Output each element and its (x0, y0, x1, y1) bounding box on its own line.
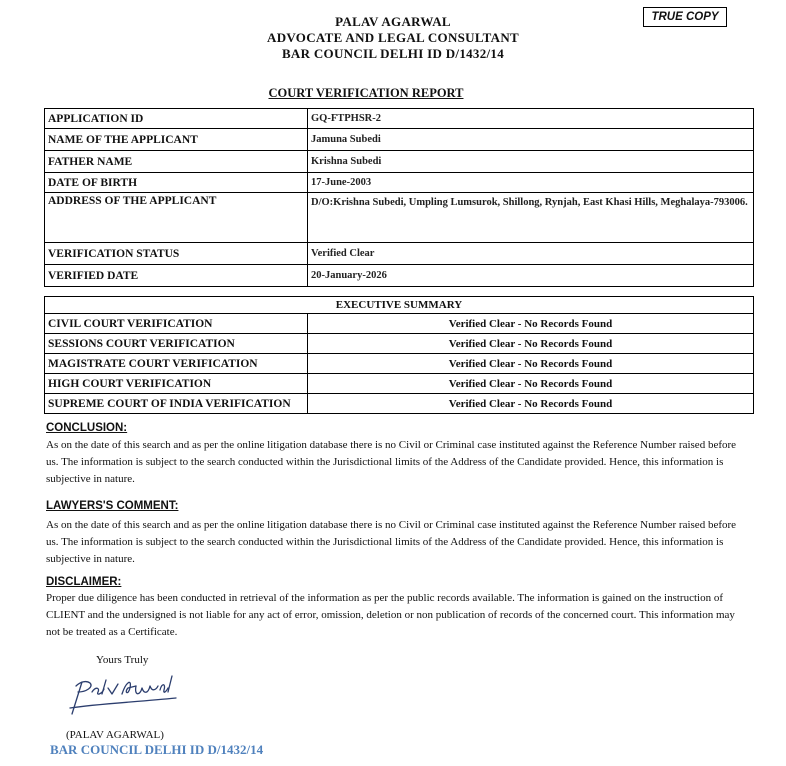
detail-value: GQ-FTPHSR-2 (308, 109, 754, 129)
executive-summary-table (44, 296, 754, 414)
table-row (45, 314, 754, 334)
detail-label: VERIFIED DATE (45, 265, 308, 287)
signature-graphic (66, 670, 186, 722)
detail-value: Jamuna Subedi (308, 129, 754, 151)
table-row (45, 109, 754, 129)
verification-result: Verified Clear - No Records Found (308, 334, 754, 354)
applicant-details-table (44, 108, 754, 287)
detail-label: NAME OF THE APPLICANT (45, 129, 308, 151)
detail-label: APPLICATION ID (45, 109, 308, 129)
summary-title: EXECUTIVE SUMMARY (45, 297, 754, 314)
verification-type: MAGISTRATE COURT VERIFICATION (45, 354, 308, 374)
table-row (45, 129, 754, 151)
verification-result: Verified Clear - No Records Found (308, 374, 754, 394)
table-row (45, 193, 754, 243)
table-row (45, 265, 754, 287)
lawyers-comment-heading: LAWYERS'S COMMENT: (46, 500, 179, 512)
detail-value: Krishna Subedi (308, 151, 754, 173)
detail-value: 17-June-2003 (308, 173, 754, 193)
table-row (45, 173, 754, 193)
verification-type: SESSIONS COURT VERIFICATION (45, 334, 308, 354)
verification-result: Verified Clear - No Records Found (308, 354, 754, 374)
table-row (45, 374, 754, 394)
detail-label: FATHER NAME (45, 151, 308, 173)
true-copy-stamp: TRUE COPY (643, 7, 727, 27)
bar-council-id: BAR COUNCIL DELHI ID D/1432/14 (281, 46, 505, 61)
detail-label: ADDRESS OF THE APPLICANT (45, 193, 308, 243)
table-row (45, 243, 754, 265)
yours-truly: Yours Truly (96, 654, 149, 666)
signature (66, 670, 186, 727)
lawyers-comment-text: As on the date of this search and as per the online litigation database there is no Civil or Criminal case instituted against the Reference Number raised before us. The information is subject to the search conducted within the Jurisdictional limits of the Address of the Candidate provided. Hence, this information is subjective in nature. (46, 519, 737, 565)
verification-result: Verified Clear - No Records Found (308, 394, 754, 414)
detail-value: D/O:Krishna Subedi, Umpling Lumsurok, Shillong, Rynjah, East Khasi Hills, Meghalaya-793006. (308, 193, 754, 243)
advocate-designation: ADVOCATE AND LEGAL CONSULTANT (267, 30, 519, 45)
summary-header-row (45, 297, 754, 314)
table-row (45, 334, 754, 354)
verification-result: Verified Clear - No Records Found (308, 314, 754, 334)
table-row (45, 151, 754, 173)
verification-type: HIGH COURT VERIFICATION (45, 374, 308, 394)
table-row (45, 354, 754, 374)
signatory-name: (PALAV AGARWAL) (66, 729, 164, 741)
footer-bar-council-id: BAR COUNCIL DELHI ID D/1432/14 (50, 742, 264, 757)
conclusion-text: As on the date of this search and as per the online litigation database there is no Civil or Criminal case instituted against the Reference Number raised before us. The information is subject to the search conducted within the Jurisdictional limits of the Address of the Candidate provided. Hence, this information is subjective in nature. (46, 439, 737, 485)
advocate-name: PALAV AGARWAL (335, 14, 451, 29)
detail-label: VERIFICATION STATUS (45, 243, 308, 265)
verification-type: CIVIL COURT VERIFICATION (45, 314, 308, 334)
table-row (45, 394, 754, 414)
disclaimer-heading: DISCLAIMER: (46, 576, 122, 588)
detail-value: 20-January-2026 (308, 265, 754, 287)
conclusion-heading: CONCLUSION: (46, 422, 128, 434)
report-title: COURT VERIFICATION REPORT (268, 86, 464, 100)
disclaimer-text: Proper due diligence has been conducted in retrieval of the information as per the public records available. The information is gained on the instruction of CLIENT and the undersigned is not liable for any act of error, omission, deletion or non publication of records of the concerned court. This information may not be treated as a Certificate. (46, 592, 735, 638)
verification-type: SUPREME COURT OF INDIA VERIFICATION (45, 394, 308, 414)
detail-value: Verified Clear (308, 243, 754, 265)
detail-label: DATE OF BIRTH (45, 173, 308, 193)
